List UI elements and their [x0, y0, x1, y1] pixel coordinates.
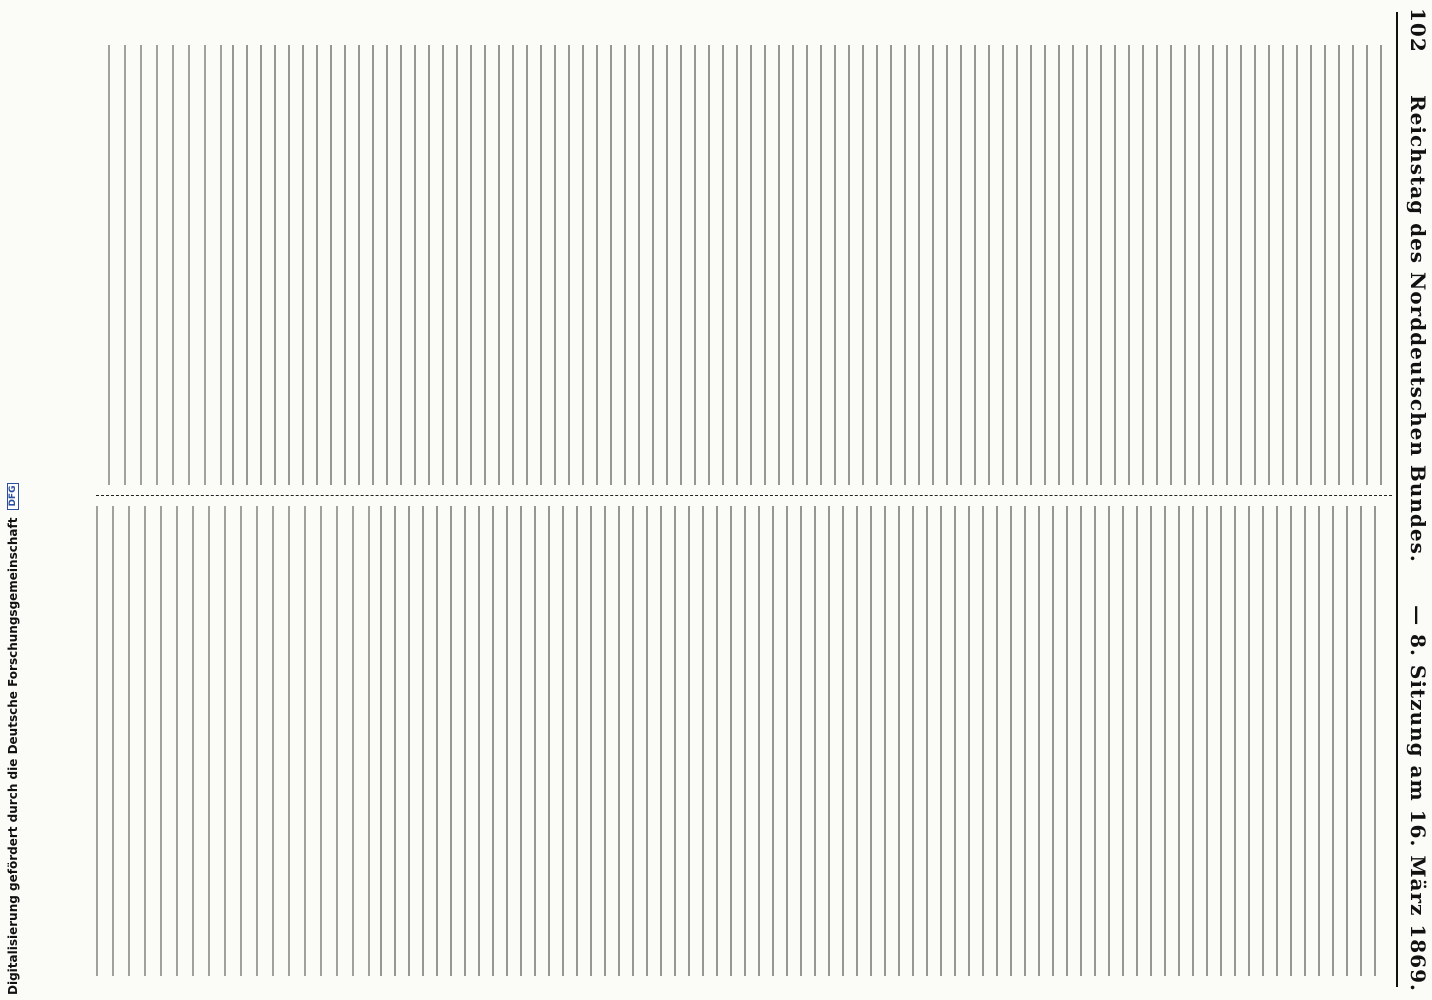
credit-text: Digitalisierung gefördert durch die Deutsche Forschungsgemeinschaft: [6, 517, 20, 995]
header-rule: [1396, 12, 1398, 987]
page-number: 102: [1406, 8, 1430, 53]
running-title: Reichstag des Norddeutschen Bundes.: [1406, 95, 1430, 563]
digitization-credit: [0, 0, 26, 1000]
text-column-left-lower: [108, 45, 228, 485]
text-column-right-lower: [96, 506, 376, 976]
dfg-logo: DFG: [7, 483, 19, 510]
page-header: [1403, 8, 1432, 992]
text-column-right-upper: [380, 506, 1388, 976]
column-divider: [96, 495, 1392, 496]
text-column-left-upper: [232, 45, 1388, 485]
session-date: — 8. Sitzung am 16. März 1869.: [1406, 605, 1430, 992]
